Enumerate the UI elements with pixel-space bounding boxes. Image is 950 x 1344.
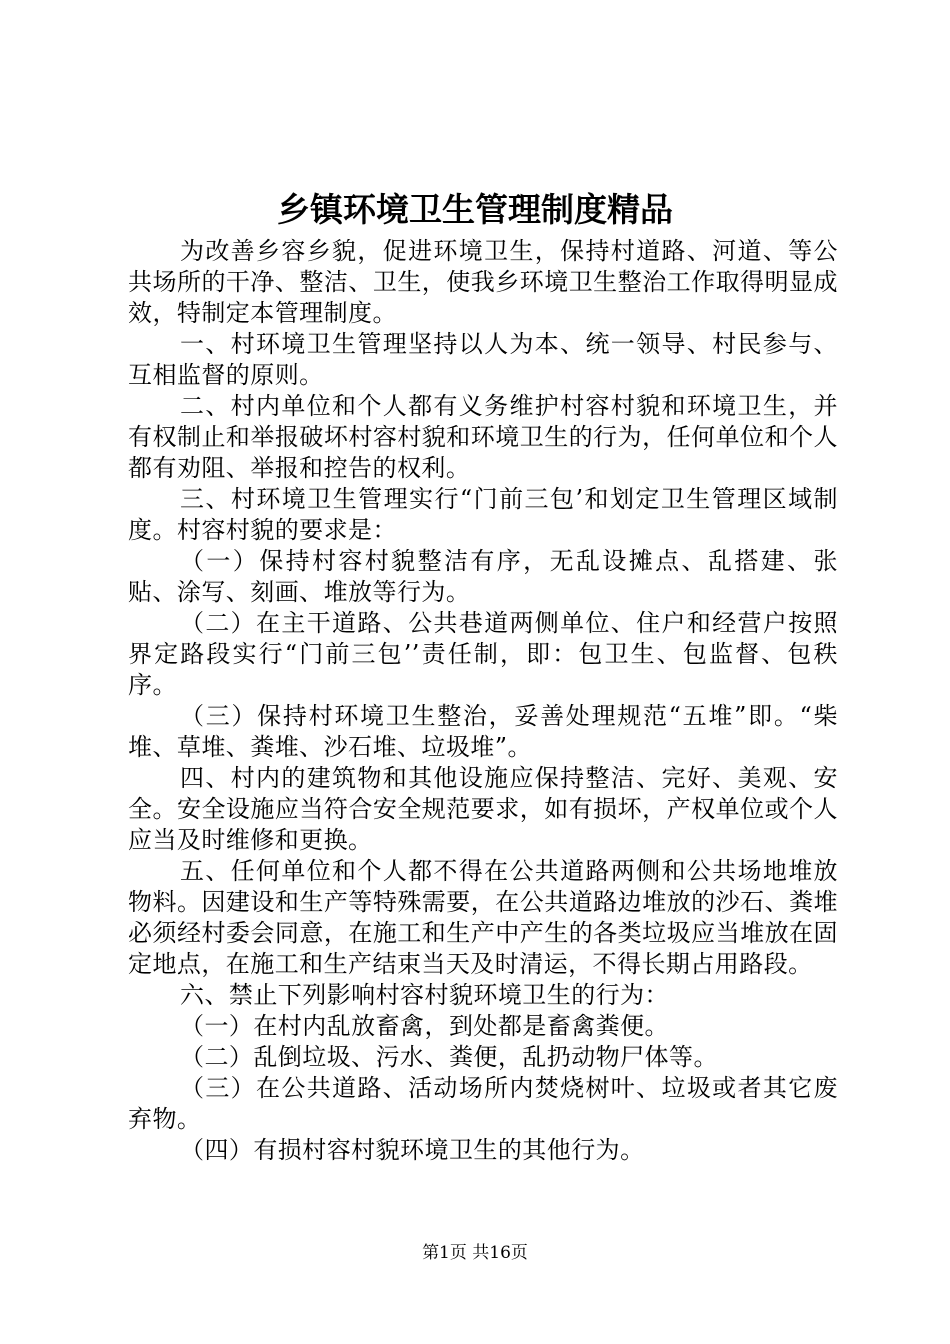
paragraph-clause-6-item-3: （三）在公共道路、活动场所内焚烧树叶、垃圾或者其它废弃物。 (128, 1074, 838, 1133)
paragraph-clause-6-item-1: （一）在村内乱放畜禽，到处都是畜禽粪便。 (180, 1012, 669, 1040)
paragraph-clause-3-item-1: （一）保持村容村貌整洁有序，无乱设摊点、乱搭建、张贴、涂写、刻画、堆放等行为。 (128, 547, 838, 606)
paragraph-clause-3: 三、村环境卫生管理实行“门前三包’和划定卫生管理区域制度。村容村貌的要求是： (128, 485, 838, 544)
paragraph-clause-5: 五、任何单位和个人都不得在公共道路两侧和公共场地堆放物料。因建设和生产等特殊需要，在公共道路边堆放的沙石、粪堆必须经村委会同意，在施工和生产中产生的各类垃圾应当堆放在固定地点，在施工和生产结束当天及时清运，不得长期占用路段。 (128, 857, 838, 978)
paragraph-clause-6-item-4: （四）有损村容村貌环境卫生的其他行为。 (180, 1136, 645, 1164)
paragraph-clause-6-item-2: （二）乱倒垃圾、污水、粪便，乱扔动物尸体等。 (180, 1043, 718, 1071)
page-footer: 第1页 共16页 (422, 1243, 528, 1263)
paragraph-clause-1: 一、村环境卫生管理坚持以人为本、统一领导、村民参与、互相监督的原则。 (128, 330, 838, 389)
paragraph-intro: 为改善乡容乡貌，促进环境卫生，保持村道路、河道、等公共场所的干净、整洁、卫生，使我乡环境卫生整治工作取得明显成效，特制定本管理制度。 (128, 237, 838, 327)
paragraph-clause-3-item-2: （二）在主干道路、公共巷道两侧单位、住户和经营户按照界定路段实行“门前三包’’责任制，即：包卫生、包监督、包秩序。 (128, 609, 838, 699)
paragraph-clause-2: 二、村内单位和个人都有义务维护村容村貌和环境卫生，并有权制止和举报破坏村容村貌和环境卫生的行为，任何单位和个人都有劝阻、举报和控告的权利。 (128, 392, 838, 482)
paragraph-clause-6: 六、禁止下列影响村容村貌环境卫生的行为： (180, 981, 669, 1009)
document-body (128, 236, 838, 1166)
paragraph-clause-3-item-3: （三）保持村环境卫生整治，妥善处理规范“五堆”即。“柴堆、草堆、粪堆、沙石堆、垃圾堆”。 (128, 702, 838, 761)
document-title: 乡镇环境卫生管理制度精品 (277, 190, 673, 229)
paragraph-clause-4: 四、村内的建筑物和其他设施应保持整洁、完好、美观、安全。安全设施应当符合安全规范要求，如有损坏，产权单位或个人应当及时维修和更换。 (128, 764, 838, 854)
